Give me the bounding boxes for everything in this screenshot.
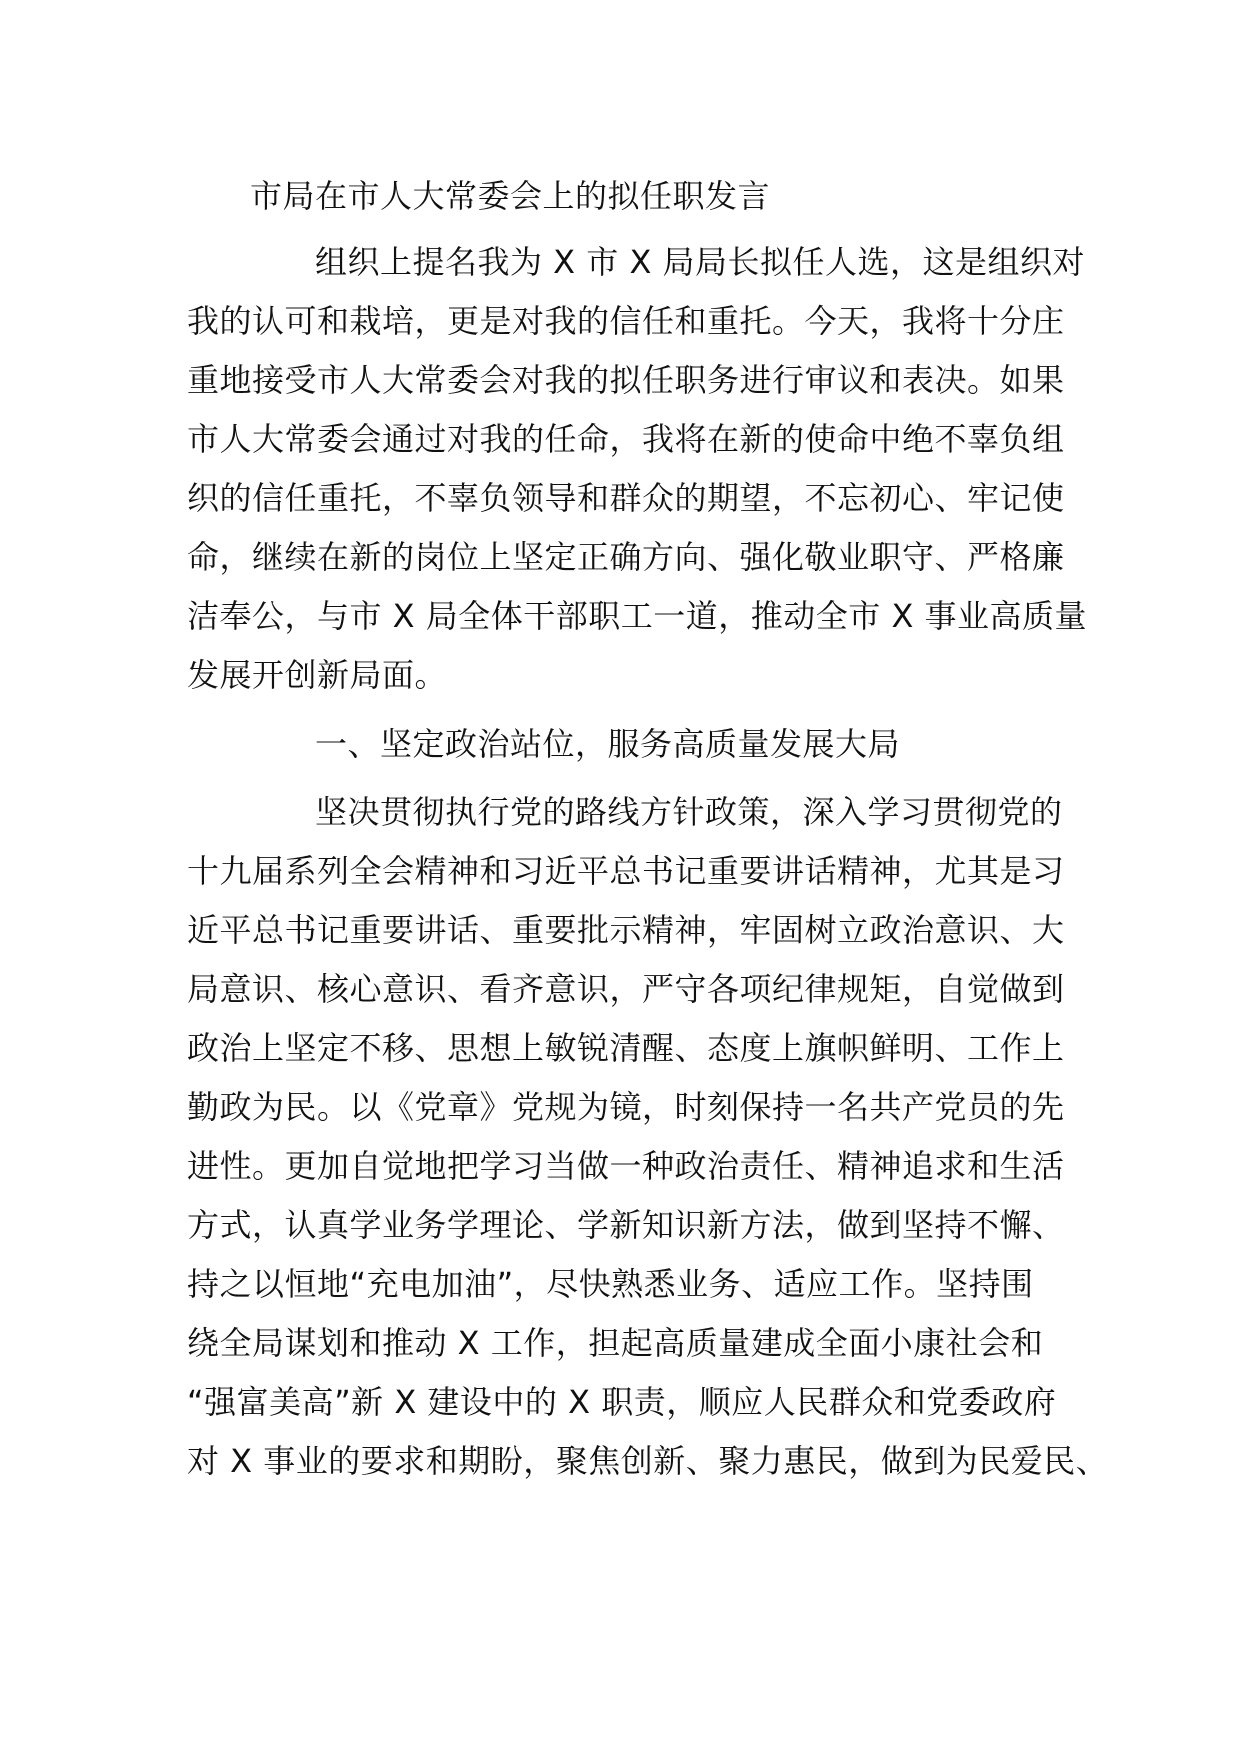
paragraph-line: 对 X 事业的要求和期盼，聚焦创新、聚力惠民，做到为民爱民、: [187, 1442, 1109, 1480]
paragraph-line: 发展开创新局面。: [187, 656, 448, 694]
paragraph-line: 政治上坚定不移、思想上敏锐清醒、态度上旗帜鲜明、工作上: [187, 1029, 1065, 1067]
section-heading: 一、坚定政治站位，服务高质量发展大局: [315, 725, 901, 763]
paragraph-line: 织的信任重托，不辜负领导和群众的期望，不忘初心、牢记使: [187, 479, 1065, 517]
paragraph-line: 局意识、核心意识、看齐意识，严守各项纪律规矩，自觉做到: [187, 970, 1065, 1008]
paragraph-line: 绕全局谋划和推动 X 工作，担起高质量建成全面小康社会和: [187, 1324, 1044, 1362]
paragraph-line: 组织上提名我为 X 市 X 局局长拟任人选，这是组织对: [315, 243, 1086, 281]
paragraph-line: 洁奉公，与市 X 局全体干部职工一道，推动全市 X 事业高质量: [187, 597, 1088, 635]
paragraph-line: 十九届系列全会精神和习近平总书记重要讲话精神，尤其是习: [187, 852, 1065, 890]
paragraph-line: 命，继续在新的岗位上坚定正确方向、强化敬业职守、严格廉: [187, 538, 1065, 576]
paragraph-line: 勤政为民。以《党章》党规为镜，时刻保持一名共产党员的先: [187, 1088, 1065, 1126]
paragraph-line: “强富美高”新 X 建设中的 X 职责，顺应人民群众和党委政府: [187, 1383, 1057, 1421]
paragraph-line: 持之以恒地“充电加油”，尽快熟悉业务、适应工作。坚持围: [187, 1265, 1034, 1303]
paragraph-line: 市人大常委会通过对我的任命，我将在新的使命中绝不辜负组: [187, 420, 1065, 458]
paragraph-line: 进性。更加自觉地把学习当做一种政治责任、精神追求和生活: [187, 1147, 1065, 1185]
paragraph-line: 方式，认真学业务学理论、学新知识新方法，做到坚持不懈、: [187, 1206, 1065, 1244]
paragraph-line: 坚决贯彻执行党的路线方针政策，深入学习贯彻党的: [315, 793, 1063, 831]
document-title: 市局在市人大常委会上的拟任职发言: [250, 177, 771, 215]
paragraph-line: 近平总书记重要讲话、重要批示精神，牢固树立政治意识、大: [187, 911, 1065, 949]
paragraph-line: 重地接受市人大常委会对我的拟任职务进行审议和表决。如果: [187, 361, 1065, 399]
paragraph-line: 我的认可和栽培，更是对我的信任和重托。今天，我将十分庄: [187, 302, 1065, 340]
